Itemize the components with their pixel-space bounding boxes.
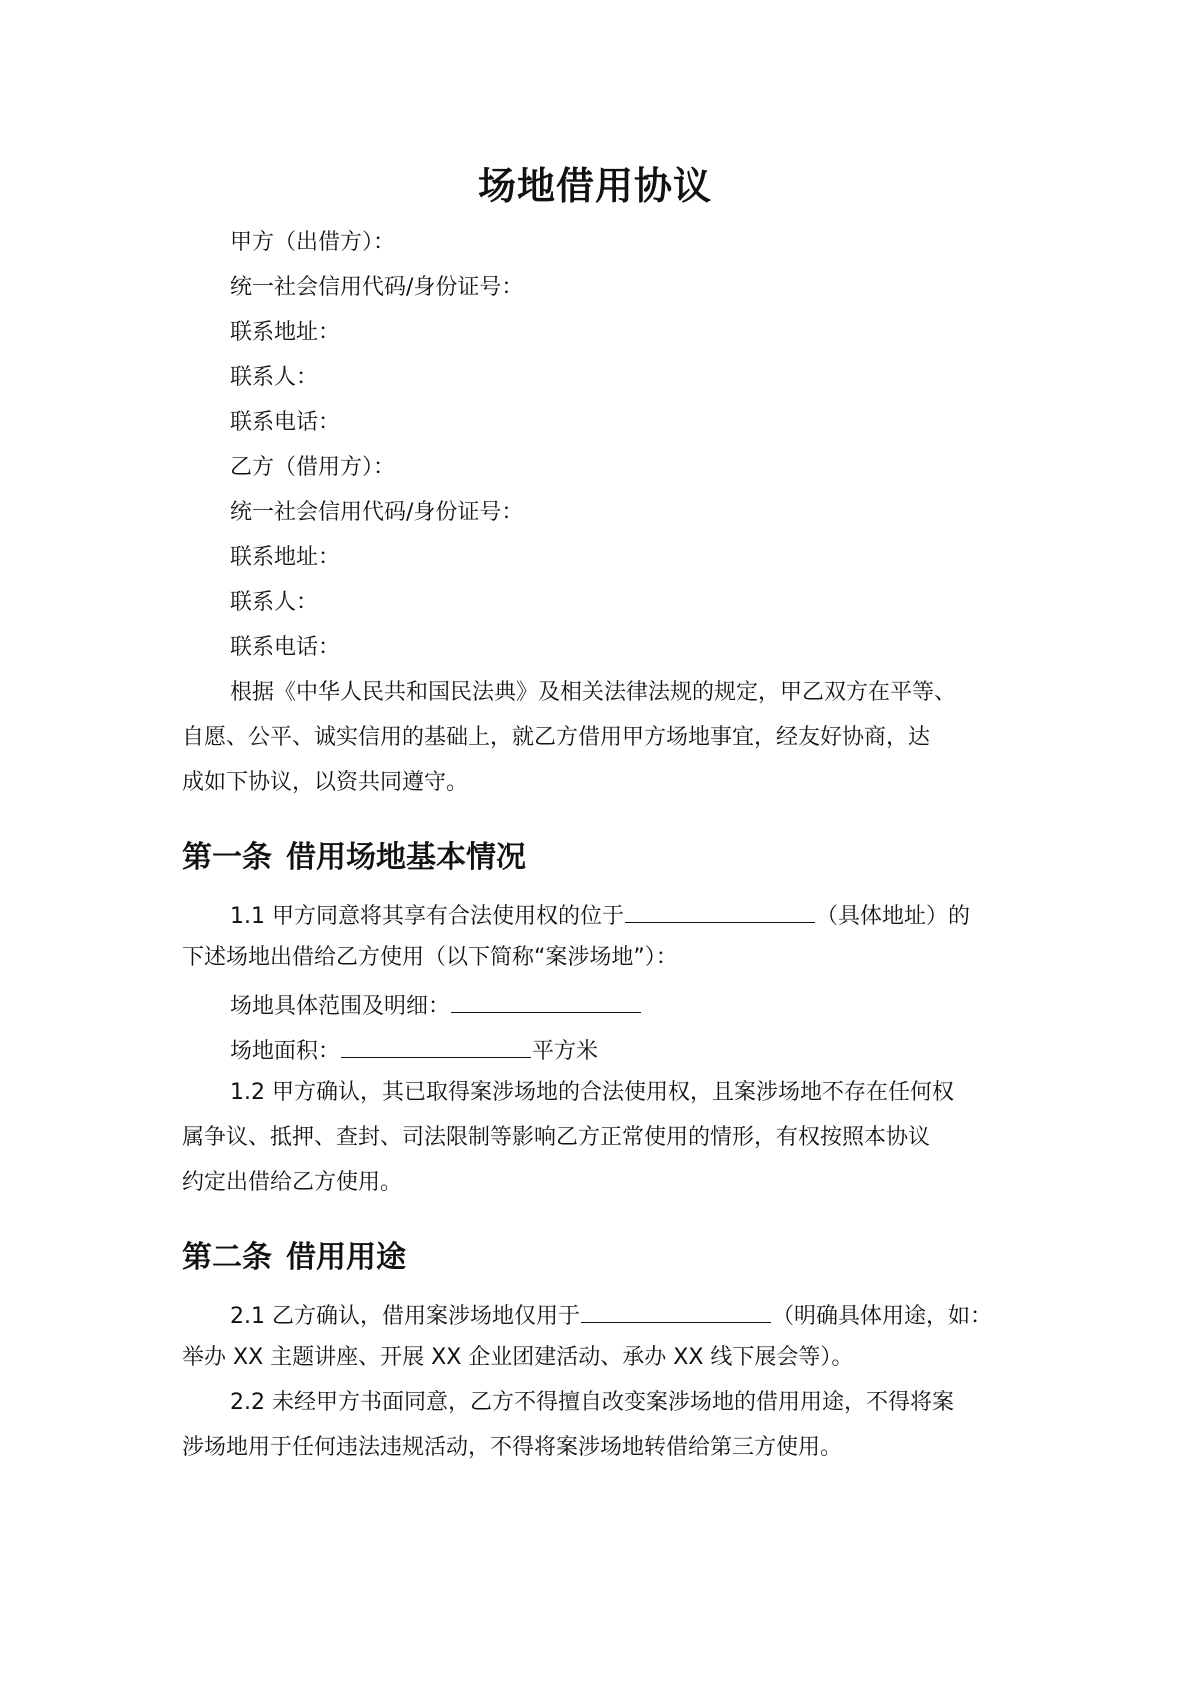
party-b-contact: 联系人： bbox=[230, 590, 319, 615]
area-unit: 平方米 bbox=[532, 1039, 599, 1064]
preamble-line: 成如下协议，以资共同遵守。 bbox=[182, 770, 469, 795]
clause-2-1-text: 2.1 乙方确认，借用案涉场地仅用于 bbox=[230, 1304, 580, 1329]
scope-blank bbox=[451, 988, 641, 1013]
clause-1-1-line2: 下述场地出借给乙方使用（以下简称“案涉场地”）： bbox=[182, 945, 678, 970]
clause-2-2-line: 涉场地用于任何违法违规活动，不得将案涉场地转借给第三方使用。 bbox=[182, 1435, 843, 1460]
scope-line bbox=[230, 988, 642, 1022]
party-b-address: 联系地址： bbox=[230, 545, 341, 570]
usage-blank bbox=[581, 1298, 771, 1323]
article-1-heading bbox=[182, 838, 526, 878]
area-blank bbox=[341, 1033, 531, 1058]
article-2-heading bbox=[182, 1238, 406, 1278]
address-blank bbox=[625, 898, 815, 923]
preamble-line: 根据《中华人民共和国民法典》及相关法律法规的规定，甲乙双方在平等、 bbox=[230, 680, 957, 705]
document-title: 场地借用协议 bbox=[477, 164, 712, 208]
clause-1-2-line: 约定出借给乙方使用。 bbox=[182, 1170, 403, 1195]
clause-1-1-suffix: （具体地址）的 bbox=[815, 904, 970, 929]
area-line bbox=[230, 1033, 598, 1067]
party-a-contact: 联系人： bbox=[230, 365, 319, 390]
clause-2-1-suffix: （明确具体用途，如： bbox=[771, 1304, 992, 1329]
article-1-title: 借用场地基本情况 bbox=[286, 840, 526, 875]
area-label: 场地面积： bbox=[230, 1039, 341, 1064]
party-a-address: 联系地址： bbox=[230, 320, 341, 345]
party-a-phone: 联系电话： bbox=[230, 410, 341, 435]
party-b-phone: 联系电话： bbox=[230, 635, 341, 660]
party-a-label: 甲方（出借方）： bbox=[230, 230, 396, 255]
article-2-number: 第二条 bbox=[182, 1240, 272, 1275]
article-1-number: 第一条 bbox=[182, 840, 272, 875]
clause-1-2-line: 1.2 甲方确认，其已取得案涉场地的合法使用权，且案涉场地不存在任何权 bbox=[230, 1080, 954, 1105]
clause-1-1-line bbox=[230, 898, 970, 932]
clause-2-1-line bbox=[230, 1298, 992, 1332]
scope-label: 场地具体范围及明细： bbox=[230, 994, 451, 1019]
party-a-credit-code: 统一社会信用代码/身份证号： bbox=[230, 275, 524, 300]
article-2-title: 借用用途 bbox=[286, 1240, 406, 1275]
clause-1-2-line: 属争议、抵押、查封、司法限制等影响乙方正常使用的情形，有权按照本协议 bbox=[182, 1125, 931, 1150]
clause-2-1-line2: 举办 XX 主题讲座、开展 XX 企业团建活动、承办 XX 线下展会等）。 bbox=[182, 1345, 854, 1370]
preamble-line: 自愿、公平、诚实信用的基础上，就乙方借用甲方场地事宜，经友好协商，达 bbox=[182, 725, 931, 750]
party-b-credit-code: 统一社会信用代码/身份证号： bbox=[230, 500, 524, 525]
clause-1-1-text: 1.1 甲方同意将其享有合法使用权的位于 bbox=[230, 904, 624, 929]
party-b-label: 乙方（借用方）： bbox=[230, 455, 396, 480]
clause-2-2-line: 2.2 未经甲方书面同意，乙方不得擅自改变案涉场地的借用用途，不得将案 bbox=[230, 1390, 954, 1415]
